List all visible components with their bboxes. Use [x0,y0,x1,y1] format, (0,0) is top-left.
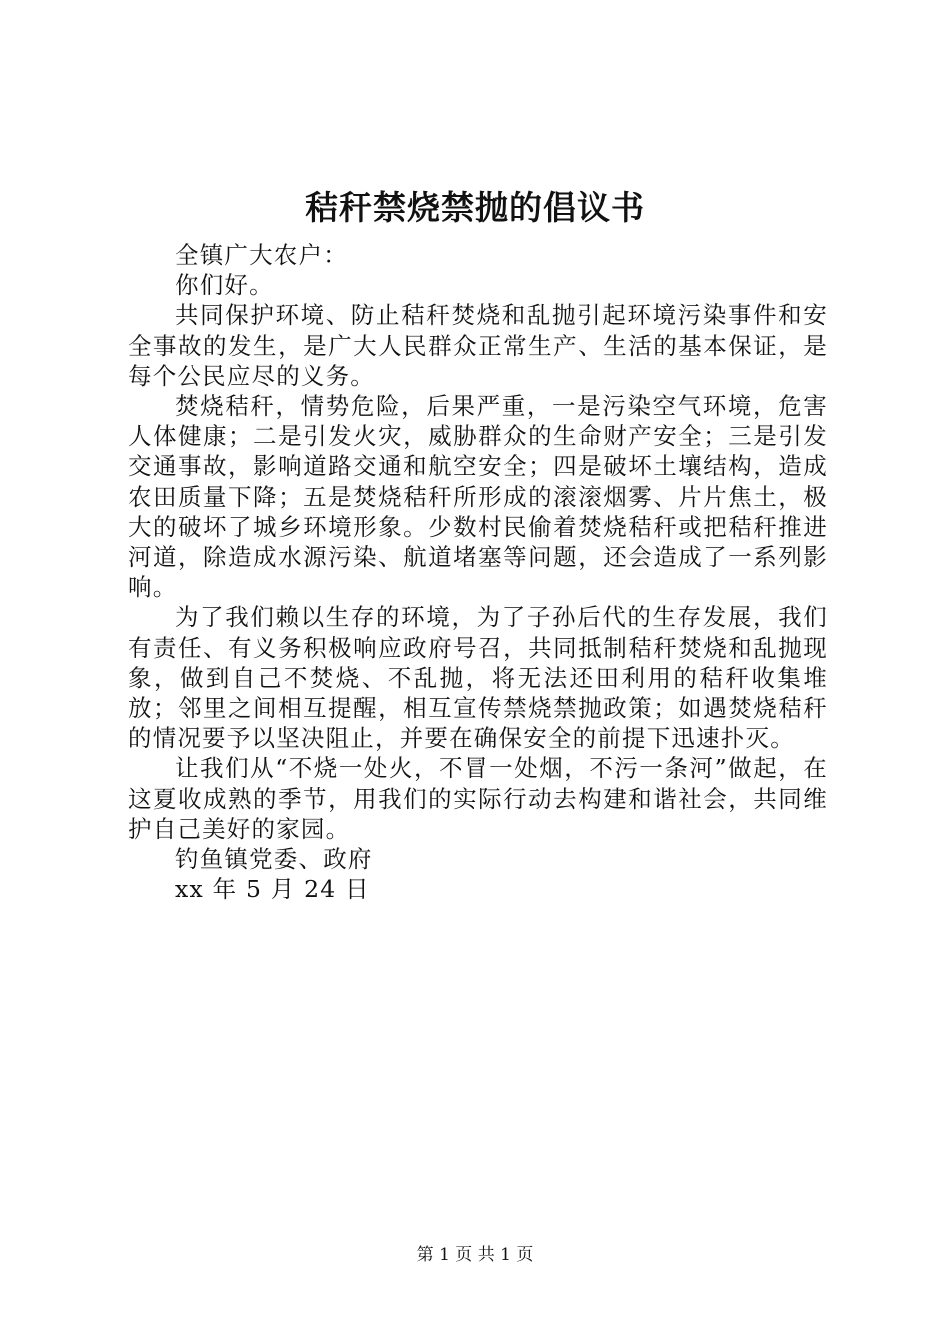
document-body [128,240,828,904]
paragraph-4: 让我们从“不烧一处火，不冒一处烟，不污一条河”做起，在这夏收成熟的季节，用我们的实际行动去构建和谐社会，共同维护自己美好的家园。 [128,754,828,843]
signature: 钓鱼镇党委、政府 [175,845,373,874]
date: xx 年 5 月 24 日 [175,875,370,904]
greeting: 你们好。 [175,271,274,300]
document-title: 秸秆禁烧禁抛的倡议书 [305,188,645,227]
page-footer: 第 1 页 共 1 页 [416,1245,534,1265]
salutation: 全镇广大农户： [175,241,348,269]
paragraph-3: 为了我们赖以生存的环境，为了子孙后代的生存发展，我们有责任、有义务积极响应政府号召，共同抵制秸秆焚烧和乱抛现象，做到自己不焚烧、不乱抛，将无法还田利用的秸秆收集堆放；邻里之间相互提醒，相互宣传禁烧禁抛政策；如遇焚烧秸秆的情况要予以坚决阻止，并要在确保安全的前提下迅速扑灭。 [128,603,828,753]
paragraph-2: 焚烧秸秆，情势危险，后果严重，一是污染空气环境，危害人体健康；二是引发火灾，威胁群众的生命财产安全；三是引发交通事故，影响道路交通和航空安全；四是破坏土壤结构，造成农田质量下降；五是焚烧秸秆所形成的滚滚烟雾、片片焦土，极大的破坏了城乡环境形象。少数村民偷着焚烧秸秆或把秸秆推进河道，除造成水源污染、航道堵塞等问题，还会造成了一系列影响。 [128,392,828,602]
paragraph-1: 共同保护环境、防止秸秆焚烧和乱抛引起环境污染事件和安全事故的发生，是广大人民群众正常生产、生活的基本保证，是每个公民应尽的义务。 [128,301,828,390]
